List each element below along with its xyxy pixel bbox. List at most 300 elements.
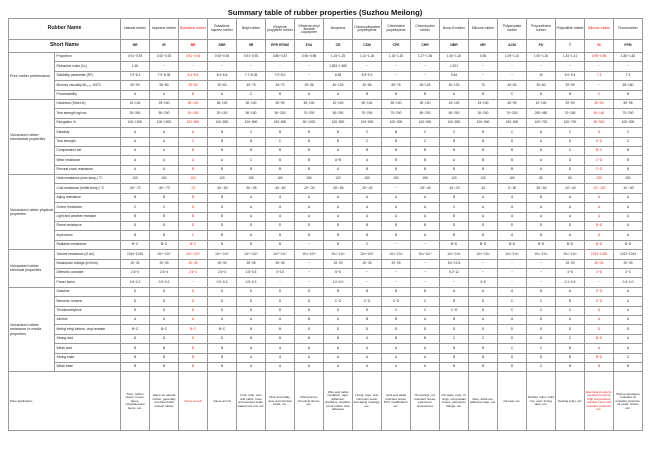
table-row xyxy=(9,184,643,193)
table-cell: B xyxy=(295,128,324,137)
table-cell: D xyxy=(527,315,556,324)
table-cell: D xyxy=(440,222,469,231)
table-cell: ~ xyxy=(469,259,498,268)
property-label: Dielectric constant xyxy=(55,268,121,277)
table-cell: 1.50 xyxy=(121,62,150,71)
table-cell: 4~8 xyxy=(556,268,585,277)
table-cell: A xyxy=(295,344,324,353)
table-cell: 7.9~8.0 xyxy=(266,71,295,80)
table-cell: A xyxy=(324,212,353,221)
table-cell: C xyxy=(556,306,585,315)
table-cell: 100~1000 xyxy=(121,118,150,127)
table-cell: D xyxy=(469,222,498,231)
table-cell: 8.4~8.6 xyxy=(208,71,237,80)
table-cell: -30~-55 xyxy=(237,184,266,193)
table-cell: 7.9~8.1 xyxy=(121,71,150,80)
table-cell: A xyxy=(237,193,266,202)
application-cell: Tires, rubber shoes, hoses, tapes, miscellaneous items, etc. xyxy=(121,372,150,431)
table-cell: 100~800 xyxy=(237,118,266,127)
table-row xyxy=(9,306,643,315)
table-cell: D xyxy=(266,287,295,296)
table-cell: B xyxy=(556,362,585,371)
table-cell: ~ xyxy=(614,62,643,71)
property-label: Heat resistance (max temp.) °C xyxy=(55,175,121,184)
table-cell: C xyxy=(440,128,469,137)
table-cell: B~D xyxy=(469,240,498,249)
table-cell: ~ xyxy=(527,268,556,277)
table-cell: D xyxy=(150,222,179,231)
table-cell: ~ xyxy=(585,81,614,90)
table-cell: B xyxy=(150,193,179,202)
table-cell: B xyxy=(353,146,382,155)
table-cell: 20~25 xyxy=(353,259,382,268)
property-label: Hardness (Shore A) xyxy=(55,99,121,108)
table-cell: B~D xyxy=(585,222,614,231)
table-cell: D xyxy=(208,222,237,231)
table-cell: 100~500 xyxy=(614,118,643,127)
table-cell: C xyxy=(527,344,556,353)
table-cell: B xyxy=(585,362,614,371)
table-cell: A xyxy=(295,353,324,362)
table-cell: A xyxy=(324,353,353,362)
table-cell: -30~-60 xyxy=(208,184,237,193)
table-row xyxy=(9,240,643,249)
table-cell: D xyxy=(121,334,150,343)
table-cell: 10¹⁰~10¹¹ xyxy=(469,250,498,259)
table-cell: B xyxy=(411,90,440,99)
table-cell: A xyxy=(556,203,585,212)
table-cell: A xyxy=(237,353,266,362)
table-cell: B xyxy=(121,344,150,353)
table-cell: B xyxy=(266,334,295,343)
table-cell: D xyxy=(150,334,179,343)
table-cell: B xyxy=(237,165,266,174)
column-short-name: CR xyxy=(324,40,353,53)
table-cell: 30~85 xyxy=(353,81,382,90)
table-cell: C xyxy=(469,334,498,343)
table-cell: 20~30 xyxy=(585,259,614,268)
table-cell: C xyxy=(179,137,208,146)
table-cell: 10¹¹~10¹² xyxy=(527,250,556,259)
table-cell: 50~100 xyxy=(382,99,411,108)
table-cell: 1.09~1.10 xyxy=(498,53,527,62)
table-cell: 10¹¹~10¹³ xyxy=(382,250,411,259)
table-cell: A xyxy=(614,193,643,202)
table-cell: B xyxy=(179,193,208,202)
table-cell: ~ xyxy=(353,268,382,277)
table-cell: 150 xyxy=(295,175,324,184)
table-cell: D xyxy=(150,306,179,315)
table-cell: 10 xyxy=(527,71,556,80)
table-cell: A xyxy=(353,362,382,371)
table-cell: B xyxy=(121,212,150,221)
table-cell: ~ xyxy=(295,259,324,268)
table-cell: B xyxy=(208,353,237,362)
table-cell: D xyxy=(585,231,614,240)
table-cell: D xyxy=(121,306,150,315)
table-cell: 1.27~1.36 xyxy=(411,53,440,62)
table-cell: 7.9~8.35 xyxy=(150,71,179,80)
table-cell: 60~90 xyxy=(121,81,150,90)
table-cell: B xyxy=(179,165,208,174)
table-cell: B xyxy=(237,325,266,334)
property-label: Light and weather resistant xyxy=(55,212,121,221)
table-cell: A xyxy=(498,212,527,221)
table-cell: B xyxy=(382,165,411,174)
table-cell: 100~800 xyxy=(266,118,295,127)
table-cell: 10¹¹~10¹³ xyxy=(324,250,353,259)
table-cell: B xyxy=(556,90,585,99)
table-cell: C xyxy=(440,203,469,212)
property-label: Elasticity xyxy=(55,128,121,137)
table-cell: B xyxy=(179,212,208,221)
table-cell: B xyxy=(498,165,527,174)
table-cell: ~ xyxy=(382,240,411,249)
table-row xyxy=(9,71,643,80)
table-cell: D xyxy=(498,137,527,146)
table-cell: 20~200 xyxy=(179,109,208,118)
table-cell: A xyxy=(121,90,150,99)
table-cell: D xyxy=(179,306,208,315)
table-cell: B xyxy=(411,156,440,165)
table-cell: B xyxy=(411,222,440,231)
table-cell: 45~70 xyxy=(266,81,295,90)
property-label: Benzene, toluene xyxy=(55,297,121,306)
table-cell: B xyxy=(440,362,469,371)
table-cell: C xyxy=(585,90,614,99)
table-cell: A xyxy=(266,203,295,212)
table-cell: A xyxy=(411,193,440,202)
table-cell: 100~700 xyxy=(527,118,556,127)
table-row xyxy=(9,231,643,240)
table-cell: 10~100 xyxy=(324,99,353,108)
table-cell: D xyxy=(556,165,585,174)
table-cell: 100~1000 xyxy=(150,118,179,127)
table-cell: C xyxy=(121,203,150,212)
table-cell: B xyxy=(208,212,237,221)
table-cell: A xyxy=(411,231,440,240)
table-cell: 2.6~4 xyxy=(121,268,150,277)
table-cell: D xyxy=(585,325,614,334)
table-cell: D xyxy=(469,297,498,306)
table-cell: D xyxy=(266,306,295,315)
table-cell: ~ xyxy=(295,268,324,277)
property-label: Radiation resistance xyxy=(55,240,121,249)
table-cell: B xyxy=(150,344,179,353)
application-cell: Acid and alkali resistant hoses, PVC modification, etc. xyxy=(382,372,411,431)
table-cell: 100~500 xyxy=(382,118,411,127)
table-cell: D xyxy=(208,203,237,212)
table-cell: 3~8 xyxy=(585,268,614,277)
table-cell: B xyxy=(469,146,498,155)
table-cell: C xyxy=(237,156,266,165)
table-cell: ~ xyxy=(498,259,527,268)
table-cell: 40~75 xyxy=(237,81,266,90)
table-cell: D xyxy=(179,203,208,212)
table-cell: C xyxy=(498,297,527,306)
table-cell: B xyxy=(527,231,556,240)
table-cell: B xyxy=(295,146,324,155)
table-cell: C xyxy=(382,306,411,315)
table-cell: 0~-30 xyxy=(498,184,527,193)
table-cell: A xyxy=(440,156,469,165)
table-cell: C xyxy=(411,137,440,146)
column-name: Buna-N rubber xyxy=(440,19,469,40)
table-cell: D xyxy=(266,222,295,231)
table-cell: -25~-40 xyxy=(411,184,440,193)
table-cell: 0.92~0.93 xyxy=(150,53,179,62)
table-cell: 120 xyxy=(469,175,498,184)
table-cell: B xyxy=(208,240,237,249)
table-cell: B xyxy=(295,156,324,165)
table-cell: B xyxy=(440,137,469,146)
application-cell: Same as natural rubber, generally combined with natural rubber xyxy=(150,372,179,431)
table-cell: B xyxy=(614,90,643,99)
table-cell: 69~76 xyxy=(382,81,411,90)
table-cell: D xyxy=(440,325,469,334)
table-cell: B xyxy=(440,344,469,353)
table-cell: D xyxy=(614,325,643,334)
table-cell: 10¹⁶~10¹⁷ xyxy=(150,250,179,259)
table-cell: 50~1000 xyxy=(295,118,324,127)
table-cell: 50~200 xyxy=(324,109,353,118)
table-cell: 10¹¹~10¹² xyxy=(498,250,527,259)
table-cell: B xyxy=(469,128,498,137)
application-cell: Same as left xyxy=(179,372,208,431)
table-cell: ~ xyxy=(411,240,440,249)
table-cell: 15~100 xyxy=(440,99,469,108)
table-row xyxy=(9,259,643,268)
table-cell: ~ xyxy=(266,278,295,287)
table-cell: A xyxy=(527,212,556,221)
table-cell: A xyxy=(614,315,643,324)
table-cell: B xyxy=(382,156,411,165)
table-cell: 50~150 xyxy=(237,109,266,118)
table-row xyxy=(9,250,643,259)
table-cell: 1.15~1.20 xyxy=(382,53,411,62)
table-cell: D xyxy=(527,325,556,334)
table-cell: A xyxy=(324,203,353,212)
table-cell: 40~90 xyxy=(498,99,527,108)
table-cell: A xyxy=(150,315,179,324)
table-cell: B~D xyxy=(527,240,556,249)
table-cell: B xyxy=(353,90,382,99)
table-cell: ~ xyxy=(179,62,208,71)
column-name: Polyurethane rubber xyxy=(527,19,556,40)
table-cell: ~ xyxy=(382,62,411,71)
table-cell: D xyxy=(121,287,150,296)
property-label: Wear resistance xyxy=(55,156,121,165)
table-cell: C xyxy=(411,128,440,137)
table-cell: 1.553~1.560 xyxy=(324,62,353,71)
property-label: Gasoline xyxy=(55,287,121,296)
table-cell: 35~125 xyxy=(411,81,440,90)
table-cell: ~ xyxy=(498,62,527,71)
table-cell: D xyxy=(121,222,150,231)
column-short-name: MR xyxy=(469,40,498,53)
property-label: Processability xyxy=(55,90,121,99)
table-cell: B xyxy=(266,231,295,240)
table-cell: A xyxy=(382,362,411,371)
application-cell: Oil seals, rope, O-rings, oil-resistant hoses, petroleum fittings, etc. xyxy=(440,372,469,431)
table-cell: B xyxy=(469,362,498,371)
main-application-label: Main application xyxy=(9,372,121,431)
table-cell: 50~200 xyxy=(266,109,295,118)
table-cell: ~ xyxy=(382,71,411,80)
property-label: Volume resistance (Ω cm) xyxy=(55,250,121,259)
table-cell: B~C xyxy=(179,240,208,249)
table-cell: A xyxy=(237,344,266,353)
table-cell: B xyxy=(382,334,411,343)
table-cell: 10¹⁴~10¹⁵ xyxy=(179,250,208,259)
table-cell: 70~180 xyxy=(556,109,585,118)
table-row xyxy=(9,137,643,146)
table-cell: B xyxy=(179,146,208,155)
table-cell: A xyxy=(498,203,527,212)
column-name: Butyl rubber xyxy=(237,19,266,40)
table-cell: 30~300 xyxy=(121,109,150,118)
table-cell: 20~30 xyxy=(208,259,237,268)
table-cell: D xyxy=(556,137,585,146)
table-cell: A xyxy=(469,287,498,296)
table-cell: C xyxy=(353,137,382,146)
table-cell: 5.0~12.5 xyxy=(440,259,469,268)
table-cell: B xyxy=(440,165,469,174)
table-cell: B xyxy=(295,334,324,343)
table-cell: C xyxy=(353,128,382,137)
table-row xyxy=(9,278,643,287)
application-cell: Lining, tape, anti-corrosion seals, anti-aging coatings, etc. xyxy=(353,372,382,431)
table-cell: 0.1~0.5 xyxy=(556,278,585,287)
table-cell: D xyxy=(527,353,556,362)
table-cell: 120 xyxy=(208,175,237,184)
column-name: Silicone rubber xyxy=(585,19,614,40)
table-cell: A xyxy=(121,146,150,155)
table-cell: ~ xyxy=(411,259,440,268)
table-cell: 2~3 xyxy=(614,268,643,277)
table-cell: A~B xyxy=(324,156,353,165)
table-cell: D xyxy=(295,297,324,306)
table-cell: A xyxy=(208,156,237,165)
table-cell: 250 xyxy=(614,175,643,184)
table-cell: 1.80~1.82 xyxy=(614,53,643,62)
table-cell: ~ xyxy=(469,268,498,277)
table-cell: A xyxy=(498,193,527,202)
table-cell: B xyxy=(382,231,411,240)
table-row xyxy=(9,325,643,334)
table-cell: A xyxy=(295,193,324,202)
table-cell: A xyxy=(585,315,614,324)
table-cell: A xyxy=(324,193,353,202)
table-cell: B xyxy=(353,231,382,240)
table-cell: C xyxy=(411,306,440,315)
table-cell: C xyxy=(614,353,643,362)
table-cell: B xyxy=(237,334,266,343)
table-row xyxy=(9,118,643,127)
table-cell: 1.521 xyxy=(440,62,469,71)
table-cell: A xyxy=(382,344,411,353)
table-cell: B xyxy=(382,146,411,155)
table-cell: A xyxy=(121,137,150,146)
table-cell: 55~80 xyxy=(150,81,179,90)
table-cell: B xyxy=(208,137,237,146)
table-cell: ~ xyxy=(440,278,469,287)
table-cell: B xyxy=(179,344,208,353)
table-cell: A xyxy=(266,344,295,353)
table-cell: A xyxy=(614,231,643,240)
table-cell: A xyxy=(208,90,237,99)
table-cell: 150 xyxy=(382,175,411,184)
table-cell: A xyxy=(179,315,208,324)
table-cell: 2.5~3.5 xyxy=(237,268,266,277)
table-cell: B xyxy=(498,146,527,155)
table-cell: A xyxy=(556,212,585,221)
table-cell: D xyxy=(585,128,614,137)
table-cell: A xyxy=(237,362,266,371)
table-row xyxy=(9,315,643,324)
table-cell: ~ xyxy=(469,62,498,71)
table-cell: A xyxy=(469,193,498,202)
table-row xyxy=(9,81,643,90)
table-cell: A xyxy=(469,203,498,212)
table-cell: 70~200 xyxy=(614,109,643,118)
table-cell: D xyxy=(498,353,527,362)
table-cell: 1013~1016 xyxy=(585,250,614,259)
table-cell: ~ xyxy=(295,71,324,80)
table-cell: A xyxy=(585,203,614,212)
table-cell: B xyxy=(121,193,150,202)
table-cell: 0.5~0.2 xyxy=(150,278,179,287)
table-cell: ~ xyxy=(411,278,440,287)
table-cell: D xyxy=(208,297,237,306)
table-cell: 50~200 xyxy=(440,109,469,118)
table-cell: A xyxy=(556,315,585,324)
table-cell: 35~100 xyxy=(208,99,237,108)
column-name: Chlorohydrin rubber xyxy=(411,19,440,40)
column-short-name: IR xyxy=(150,40,179,53)
table-cell: A xyxy=(585,212,614,221)
table-cell: 150 xyxy=(237,175,266,184)
table-cell: -50~-70 xyxy=(150,184,179,193)
table-cell: C xyxy=(556,146,585,155)
table-cell: D xyxy=(150,287,179,296)
table-cell: D xyxy=(585,306,614,315)
table-cell: D xyxy=(324,306,353,315)
table-cell: B xyxy=(353,165,382,174)
short-name-header: Short Name xyxy=(9,40,121,53)
table-cell: B xyxy=(150,212,179,221)
table-cell: B xyxy=(440,315,469,324)
table-cell: C xyxy=(556,334,585,343)
table-cell: B~C xyxy=(121,240,150,249)
table-cell: 6~8 xyxy=(324,268,353,277)
table-cell: -50~-70 xyxy=(121,184,150,193)
table-cell: C xyxy=(440,334,469,343)
table-row xyxy=(9,344,643,353)
table-cell: 10¹³~10¹⁵ xyxy=(295,250,324,259)
table-cell: A xyxy=(498,231,527,240)
column-name: Silicone rubber xyxy=(469,19,498,40)
table-cell: A xyxy=(614,212,643,221)
table-cell: B xyxy=(527,287,556,296)
table-cell: C~D xyxy=(585,165,614,174)
table-cell: 8.9~9.3 xyxy=(353,71,382,80)
table-cell: 35~45 xyxy=(266,259,295,268)
table-cell: A xyxy=(150,90,179,99)
group-label: Vulcanized rubber physical properties xyxy=(9,175,55,250)
table-cell: ~ xyxy=(353,278,382,287)
table-cell: C xyxy=(498,90,527,99)
